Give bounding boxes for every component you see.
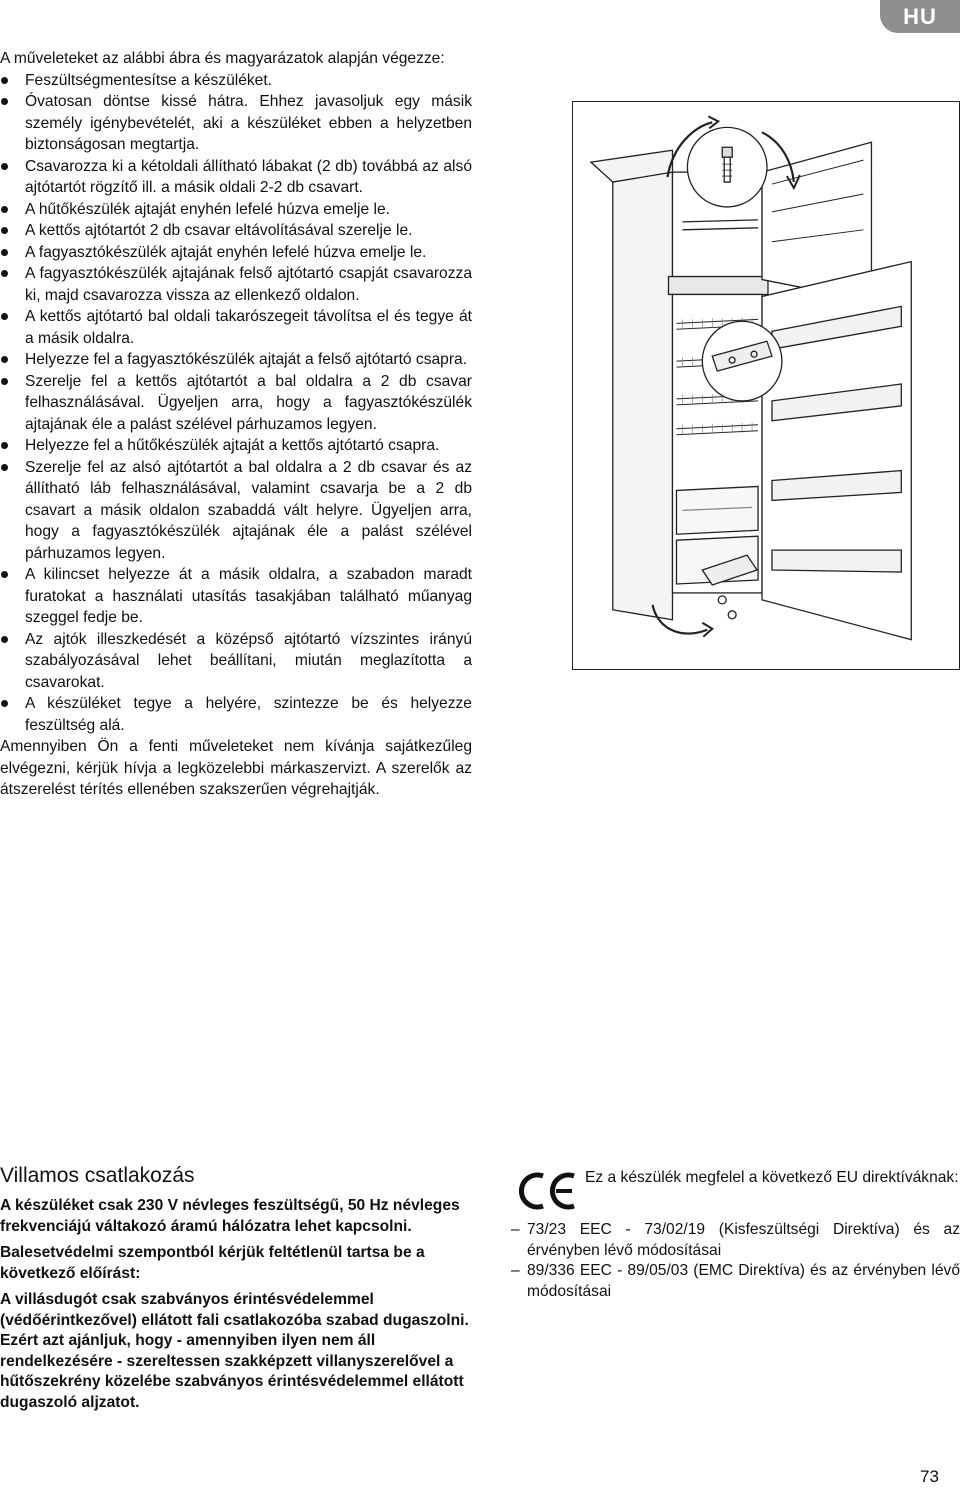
list-item xyxy=(0,629,472,694)
list-item xyxy=(0,91,472,156)
step-text: A fagyasztókészülék ajtaját enyhén lefelé húzva emelje le. xyxy=(25,243,427,261)
bullet-icon xyxy=(1,700,8,707)
step-text: Az ajtók illeszkedését a középső ajtótartó vízszintes irányú szabályozásával lehet beállítani, miután meglazította a csavarokat. xyxy=(25,630,472,691)
step-text: A készüléket tegye a helyére, szintezze be és helyezze feszültség alá. xyxy=(25,695,472,734)
list-item xyxy=(0,263,472,306)
page-number: 73 xyxy=(920,1467,939,1486)
list-item xyxy=(0,70,472,92)
step-text: A kilincset helyezze át a másik oldalra, a szabadon maradt furatokat a használati utasítás tasakjában található műanyag szeggel fedje be. xyxy=(25,566,472,626)
bullet-icon xyxy=(1,636,8,643)
list-item xyxy=(0,156,472,199)
step-text: Szerelje fel a kettős ajtótartót a bal oldalra a 2 db csavar felhasználásával. Ügyeljen arra, hogy a fagyasztókészülék ajtajának éle a palást szélével párhuzamos legyen. xyxy=(25,372,472,433)
list-item xyxy=(0,371,472,436)
ce-mark-icon xyxy=(516,1170,578,1212)
bullet-icon xyxy=(1,98,8,105)
instructions-intro: A műveleteket az alábbi ábra és magyarázatok alapján végezze: xyxy=(0,50,445,67)
bullet-icon xyxy=(1,227,8,234)
list-item xyxy=(0,693,472,736)
bullet-icon xyxy=(1,206,8,213)
step-text: Szerelje fel az alsó ajtótartót a bal oldalra a 2 db csavar és az állítható láb felhasználásával, valamint csavarja be a 2 db csavart a másik oldalon szabaddá vált helyre. Ügyeljen arra, hogy a fagyasztókészülék ajtajának éle a palást szélével párhuzamos legyen. xyxy=(25,458,472,562)
step-text: Helyezze fel a hűtőkészülék ajtaját a kettős ajtótartó csapra. xyxy=(25,437,440,454)
section-title: Villamos csatlakozás xyxy=(0,1164,195,1187)
bullet-icon xyxy=(1,571,8,578)
list-item xyxy=(511,1220,960,1261)
list-item xyxy=(0,457,472,565)
step-text: Helyezze fel a fagyasztókészülék ajtaját a felső ajtótartó csapra. xyxy=(25,351,468,368)
ce-compliance-section xyxy=(511,1168,960,1302)
electrical-paragraph: A készüléket csak 230 V névleges feszültségű, 50 Hz névleges frekvenciájú váltakozó áramú hálózatra lehet kapcsolni. xyxy=(0,1197,460,1235)
step-text: Óvatosan döntse kissé hátra. Ehhez javasoljuk egy másik személy igénybevételét, aki a készüléket ebben a helyzetben biztonságosan megtartja. xyxy=(25,93,472,153)
step-text: Feszültségmentesítse a készüléket. xyxy=(25,71,273,89)
directive-text: 73/23 EEC - 73/02/19 (Kisfeszültségi Direktíva) és az érvényben lévő módosításai xyxy=(527,1221,960,1259)
instructions-list xyxy=(0,70,472,737)
instructions-column xyxy=(0,48,472,801)
electrical-paragraph: A villásdugót csak szabványos érintésvédelemmel (védőérintkezővel) ellátott fali csatlakozóba szabad dugaszolni. Ezért azt ajánljuk, hogy - amennyiben ilyen nem áll rendelkezésére - szereltessen szakképzett villanyszerelővel a hűtőszekrény közelébe szabványos érintésvédelemmel ellátott dugaszoló aljzatot. xyxy=(0,1291,469,1411)
step-text: A kettős ajtótartó bal oldali takarószegeit távolítsa el és tegye át a másik oldalra. xyxy=(25,308,472,347)
list-item xyxy=(0,564,472,629)
list-item xyxy=(0,220,472,242)
bullet-icon xyxy=(1,356,8,363)
electrical-connection-section xyxy=(0,1164,472,1419)
instructions-outro: Amennyiben Ön a fenti műveleteket nem kívánja sajátkezűleg elvégezni, kérjük hívja a legközelebbi márkaszervizt. A szerelők az átszerelést térítés ellenében szakszerűen végrehajtják. xyxy=(0,738,472,798)
step-text: A kettős ajtótartót 2 db csavar eltávolításával szerelje le. xyxy=(25,222,413,239)
fridge-door-reversal-illustration xyxy=(572,101,960,670)
bullet-icon xyxy=(1,77,8,84)
directive-text: 89/336 EEC - 89/05/03 (EMC Direktíva) és az érvényben lévő módosításai xyxy=(527,1262,960,1300)
electrical-paragraph: Balesetvédelmi szempontból kérjük feltétlenül tartsa be a következő előírást: xyxy=(0,1244,425,1282)
step-text: A hűtőkészülék ajtaját enyhén lefelé húzva emelje le. xyxy=(25,200,390,218)
bullet-icon xyxy=(1,313,8,320)
list-item xyxy=(0,242,472,264)
bullet-icon xyxy=(1,464,8,471)
step-text: A fagyasztókészülék ajtajának felső ajtótartó csapját csavarozza ki, majd csavarozza vissza az ellenkező oldalon. xyxy=(25,265,472,304)
list-item xyxy=(511,1261,960,1302)
fridge-illustration xyxy=(573,102,959,669)
step-text: Csavarozza ki a kétoldali állítható lábakat (2 db) továbbá az alsó ajtótartót rögzítő ill. a másik oldali 2-2 db csavart. xyxy=(25,157,472,196)
list-item xyxy=(0,306,472,349)
bullet-icon xyxy=(1,249,8,256)
list-item xyxy=(0,199,472,221)
bullet-icon xyxy=(1,378,8,385)
list-item xyxy=(0,349,472,371)
dash-icon: – xyxy=(511,1262,520,1279)
bullet-icon xyxy=(1,442,8,449)
list-item xyxy=(0,435,472,457)
bullet-icon xyxy=(1,270,8,277)
dash-icon: – xyxy=(511,1221,520,1238)
language-badge: HU xyxy=(880,0,960,33)
directive-list xyxy=(511,1220,960,1302)
ce-intro-text: Ez a készülék megfelel a következő EU direktíváknak: xyxy=(585,1169,959,1186)
bullet-icon xyxy=(1,163,8,170)
